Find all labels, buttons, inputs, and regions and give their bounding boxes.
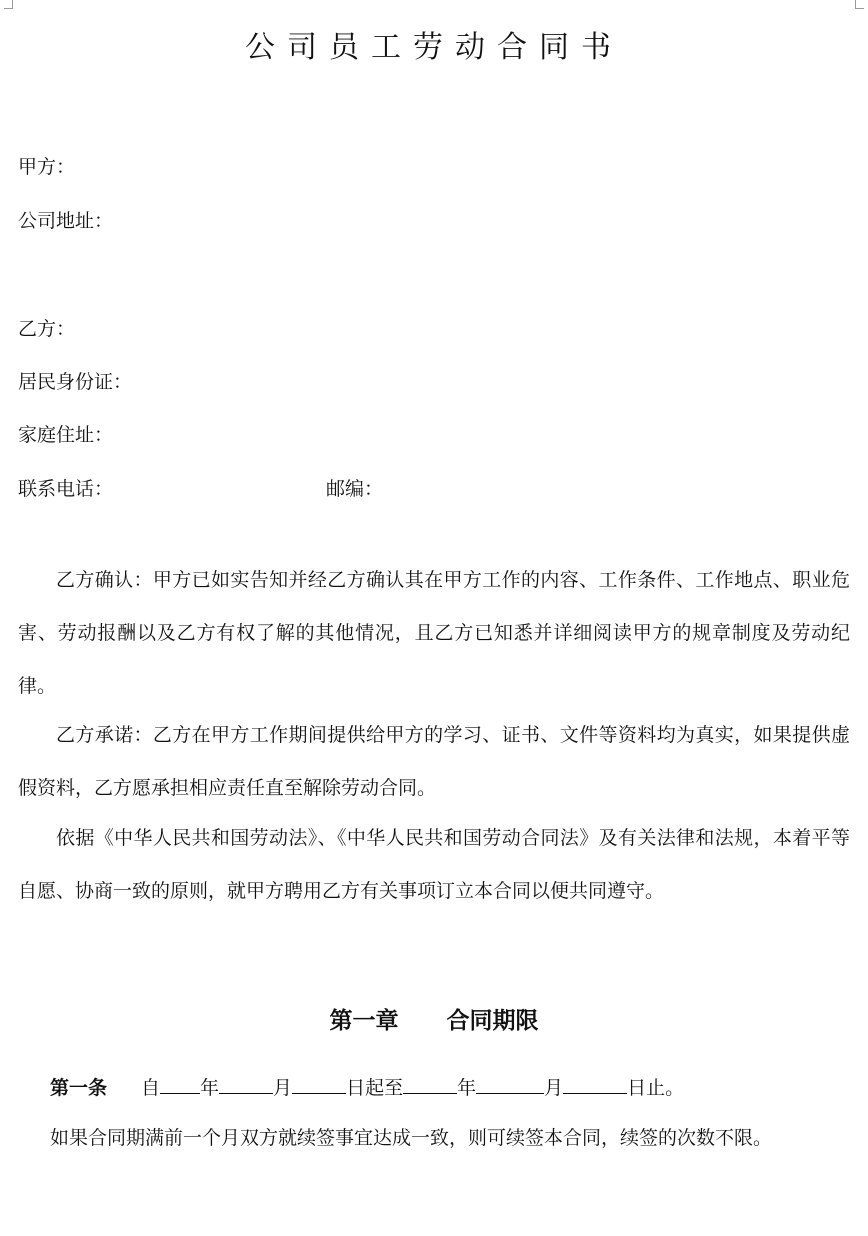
document-title: 公司员工劳动合同书 bbox=[245, 30, 623, 65]
article-1-year2: 年 bbox=[457, 1077, 477, 1099]
company-address-label: 公司地址： bbox=[18, 210, 114, 232]
promise-paragraph: 乙方承诺：乙方在甲方工作期间提供给甲方的学习、证书、文件等资料均为真实，如果提供虚假资料，乙方愿承担相应责任直至解除劳动合同。 bbox=[18, 724, 850, 799]
article-1-month: 月 bbox=[273, 1077, 293, 1099]
start-month-blank[interactable] bbox=[219, 1075, 273, 1094]
article-1-end: 日止。 bbox=[627, 1077, 685, 1099]
legal-basis-paragraph: 依据《中华人民共和国劳动法》、《中华人民共和国劳动合同法》及有关法律和法规，本着平等自愿、协商一致的原则，就甲方聘用乙方有关事项订立本合同以便共同遵守。 bbox=[18, 827, 850, 902]
page-corner-mark-left bbox=[4, 0, 13, 9]
article-1-month2: 月 bbox=[544, 1077, 564, 1099]
renewal-paragraph: 如果合同期满前一个月双方就续签事宜达成一致，则可续签本合同，续签的次数不限。 bbox=[50, 1127, 773, 1149]
id-card-label: 居民身份证： bbox=[18, 371, 133, 393]
postcode-label: 邮编： bbox=[326, 478, 384, 500]
start-day-blank[interactable] bbox=[292, 1075, 346, 1094]
confirmation-paragraph: 乙方确认：甲方已如实告知并经乙方确认其在甲方工作的内容、工作条件、工作地点、职业危害、劳动报酬以及乙方有权了解的其他情况，且乙方已知悉并详细阅读甲方的规章制度及劳动纪律。 bbox=[18, 569, 850, 697]
page-corner-mark-right bbox=[855, 0, 864, 9]
article-1-label: 第一条 bbox=[50, 1077, 108, 1099]
article-1-day-to: 日起至 bbox=[346, 1077, 404, 1099]
article-1-year: 年 bbox=[200, 1077, 220, 1099]
home-address-label: 家庭住址： bbox=[18, 424, 114, 446]
end-month-blank[interactable] bbox=[476, 1075, 544, 1094]
end-day-blank[interactable] bbox=[563, 1075, 627, 1094]
start-year-blank[interactable] bbox=[160, 1075, 200, 1094]
party-b-label: 乙方： bbox=[18, 318, 76, 340]
end-year-blank[interactable] bbox=[403, 1075, 457, 1094]
article-1-from: 自 bbox=[141, 1077, 161, 1099]
chapter-1-heading: 第一章 合同期限 bbox=[329, 1008, 539, 1034]
party-a-label: 甲方： bbox=[18, 156, 76, 178]
article-1-line bbox=[50, 1073, 684, 1100]
phone-label: 联系电话： bbox=[18, 478, 114, 500]
